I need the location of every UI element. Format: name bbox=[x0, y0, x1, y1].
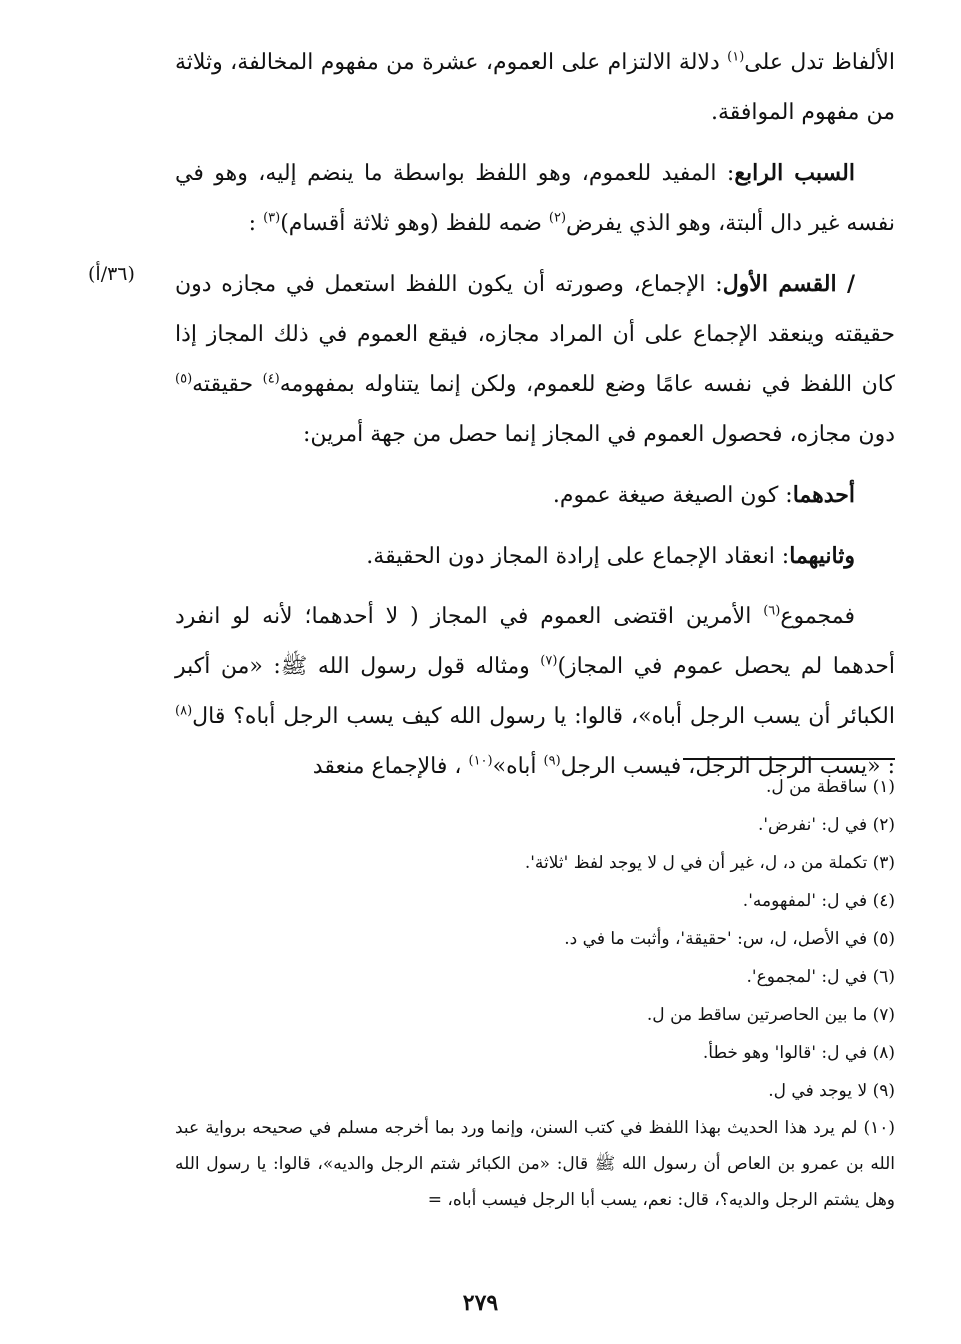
footnote-5: (٥) في الأصل، ل، س: 'حقيقة'، وأثبت ما في د. bbox=[564, 929, 895, 949]
section-heading: / القسم الأول bbox=[722, 271, 855, 297]
footnote-6: (٦) في ل: 'لمجموع'. bbox=[746, 967, 895, 987]
paragraph-6: فمجموع$^{(٦)}$ الأمرين اقتضى العموم في المجاز ( لا أحدهما؛ لأنه لو انفرد أحدهما لم يحصل عموم في المجاز)$^{(٧)}$ ومثاله قول رسول الله ﷺ: «من أكبر الكبائر أن يسب الرجل أباه»، قالوا: يا رسول الله كيف يسب الرجل أباه؟ قال$^{(٨)}$ : «يسب الرجل الرجل، فيسب الرجل$^{(٩)}$ أباه»$^{(١٠)}$ ، فالإجماع منعقد bbox=[175, 603, 895, 779]
section-heading: وثانيهما bbox=[789, 543, 855, 569]
footnote-3: (٣) تكملة من د، ل، غير أن في ل لا يوجد لفظ 'ثلاثة'. bbox=[524, 853, 895, 873]
footnote-9: (٩) لا يوجد في ل. bbox=[768, 1081, 895, 1101]
footnote-2: (٢) في ل: 'نفرض'. bbox=[757, 815, 895, 835]
footnote-10: (١٠) لم يرد هذا الحديث بهذا اللفظ في كتب السنن، وإنما ورد بما أخرجه مسلم في صحيحه برواية عبد الله بن عمرو بن العاص أن رسول الله ﷺ قال: «من الكبائر شتم الرجل والديه»، قالوا: يا رسول الله وهل يشتم الرجل والديه؟، قال: نعم، يسب أبا الرجل فيسب أباه، = bbox=[175, 1118, 895, 1210]
footnote-ref: (٤) bbox=[262, 371, 280, 387]
page-number: ٢٧٩ bbox=[462, 1290, 499, 1316]
main-text bbox=[175, 38, 895, 792]
footnote-ref: (٢) bbox=[548, 210, 567, 226]
footnotes bbox=[175, 768, 895, 1218]
footnote-4: (٤) في ل: 'لمفهومه'. bbox=[742, 891, 895, 911]
footnote-7: (٧) ما بين الحاصرتين ساقط من ل. bbox=[646, 1005, 895, 1025]
footnote-ref: (٩) bbox=[543, 753, 561, 769]
paragraph-3: / القسم الأول: الإجماع، وصورته أن يكون اللفظ استعمل في مجازه دون حقيقته وينعقد الإجماع على أن المراد مجازه، فيقع العموم في ذلك المجاز إذا كان اللفظ في نفسه عامًا وضع للعموم، ولكن إنما يتناوله بمفهومه$^{(٤)}$ حقيقته$^{(٥)}$ دون مجازه، فحصول العموم في المجاز إنما حصل من جهة أمرين: bbox=[175, 271, 895, 447]
section-heading: السبب الرابع bbox=[734, 160, 855, 186]
paragraph-5: وثانيهما: انعقاد الإجماع على إرادة المجاز دون الحقيقة. bbox=[366, 543, 855, 569]
margin-folio-note: (٣٦/أ) bbox=[88, 263, 135, 285]
footnote-ref: (٨) bbox=[175, 703, 193, 719]
footnote-ref: (٣) bbox=[263, 210, 281, 226]
footnote-ref: (٥) bbox=[175, 371, 193, 387]
footnote-ref: (٦) bbox=[763, 603, 781, 619]
footnote-1: (١) ساقطة من ل. bbox=[765, 777, 895, 797]
footnote-ref: (١٠) bbox=[468, 753, 493, 769]
footnote-8: (٨) في ل: 'قالوا' وهو خطأ. bbox=[702, 1043, 895, 1063]
paragraph-4: أحدهما: كون الصيغة صيغة عموم. bbox=[552, 482, 855, 508]
paragraph-1: الألفاظ تدل على$^{(١)}$ دلالة الالتزام على العموم، عشرة من مفهوم المخالفة، وثلاثة من مفهوم الموافقة. bbox=[175, 49, 895, 125]
section-heading: أحدهما bbox=[792, 482, 855, 508]
footnote-separator bbox=[683, 758, 895, 760]
footnote-ref: (٧) bbox=[540, 653, 558, 669]
paragraph-2: السبب الرابع: المفيد للعموم، وهو اللفظ بواسطة ما ينضم إليه، وهو في نفسه غير دال ألبتة، وهو الذي يفرض$^{(٢)}$ ضمه للفظ (وهو ثلاثة أقسام)$^{(٣)}$ : bbox=[175, 160, 895, 236]
footnote-ref: (١) bbox=[727, 49, 745, 65]
